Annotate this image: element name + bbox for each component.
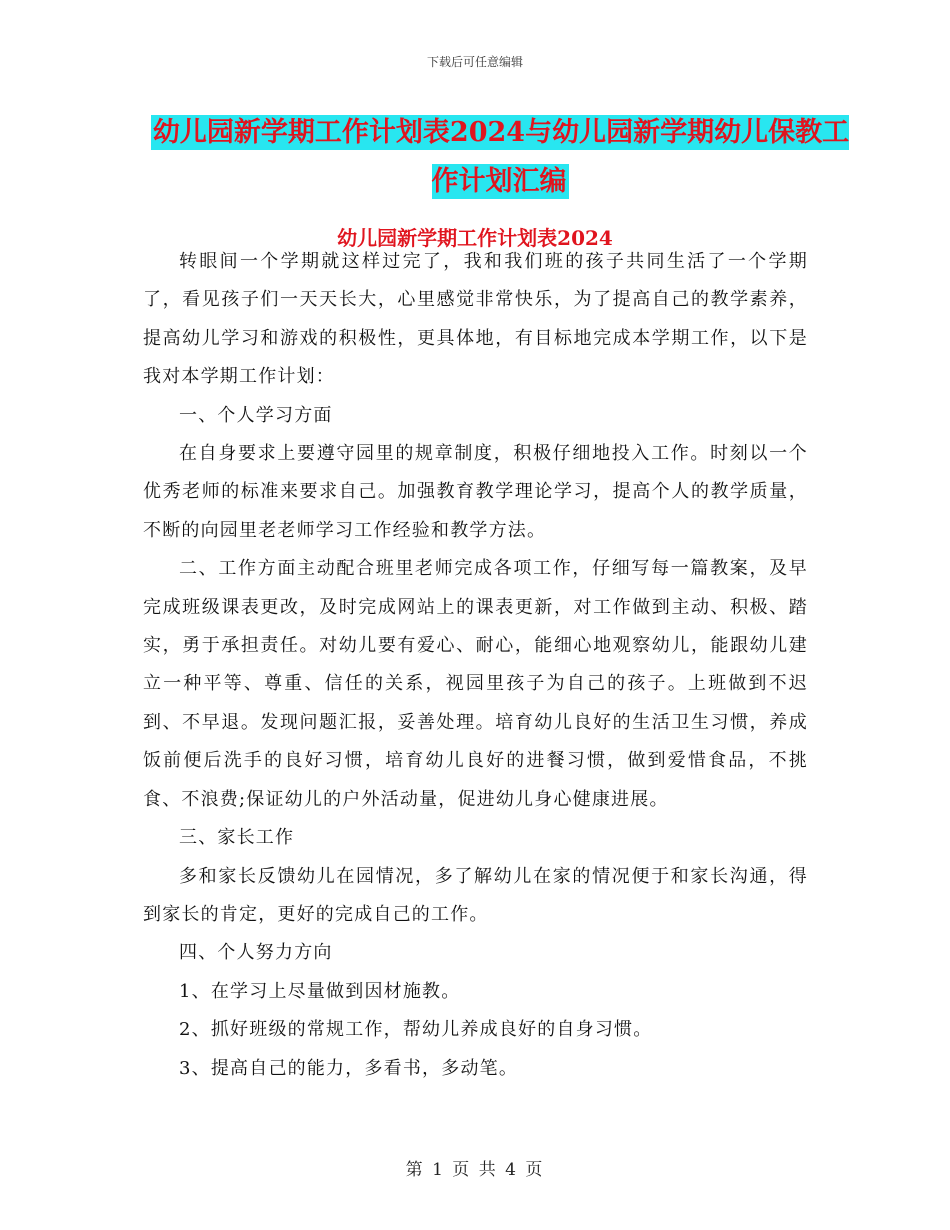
document-title bbox=[140, 108, 860, 206]
paragraph-parent-work: 多和家长反馈幼儿在园情况，多了解幼儿在家的情况便于和家长沟通，得到家长的肯定，更好的完成自己的工作。 bbox=[143, 865, 808, 925]
heading-effort-direction: 四、个人努力方向 bbox=[179, 942, 333, 964]
header-note: 下载后可任意编辑 bbox=[426, 55, 523, 69]
list-item: 2、抓好班级的常规工作，帮幼儿养成良好的自身习惯。 bbox=[179, 1019, 653, 1041]
paragraph-work: 二、工作方面主动配合班里老师完成各项工作，仔细写每一篇教案，及早完成班级课表更改，及时完成网站上的课表更新，对工作做到主动、积极、踏实，勇于承担责任。对幼儿要有爱心、耐心，能细心地观察幼儿，能跟幼儿建立一种平等、尊重、信任的关系，视园里孩子为自己的孩子。上班做到不迟到、不早退。发现问题汇报，妥善处理。培育幼儿良好的生活卫生习惯，养成饭前便后洗手的良好习惯，培育幼儿良好的进餐习惯，做到爱惜食品，不挑食、不浪费;保证幼儿的户外活动量，促进幼儿身心健康进展。 bbox=[143, 558, 808, 810]
heading-personal-study: 一、个人学习方面 bbox=[179, 404, 333, 426]
section-title: 幼儿园新学期工作计划表2024 bbox=[337, 226, 613, 250]
paragraph-personal-study: 在自身要求上要遵守园里的规章制度，积极仔细地投入工作。时刻以一个优秀老师的标准来要求自己。加强教育教学理论学习，提高个人的教学质量，不断的向园里老老师学习工作经验和教学方法。 bbox=[143, 443, 808, 541]
page-footer: 第 1 页 共 4 页 bbox=[405, 1160, 545, 1180]
document-title-text: 幼儿园新学期工作计划表2024与幼儿园新学期幼儿保教工作计划汇编 bbox=[152, 117, 850, 197]
list-item: 1、在学习上尽量做到因材施教。 bbox=[179, 980, 461, 1002]
document-body bbox=[143, 243, 808, 1088]
paragraph-intro: 转眼间一个学期就这样过完了，我和我们班的孩子共同生活了一个学期了，看见孩子们一天天长大，心里感觉非常快乐，为了提高自己的教学素养，提高幼儿学习和游戏的积极性，更具体地，有目标地完成本学期工作，以下是我对本学期工作计划： bbox=[143, 251, 808, 388]
list-item: 3、提高自己的能力，多看书，多动笔。 bbox=[179, 1057, 519, 1079]
heading-parent-work: 三、家长工作 bbox=[179, 827, 295, 849]
